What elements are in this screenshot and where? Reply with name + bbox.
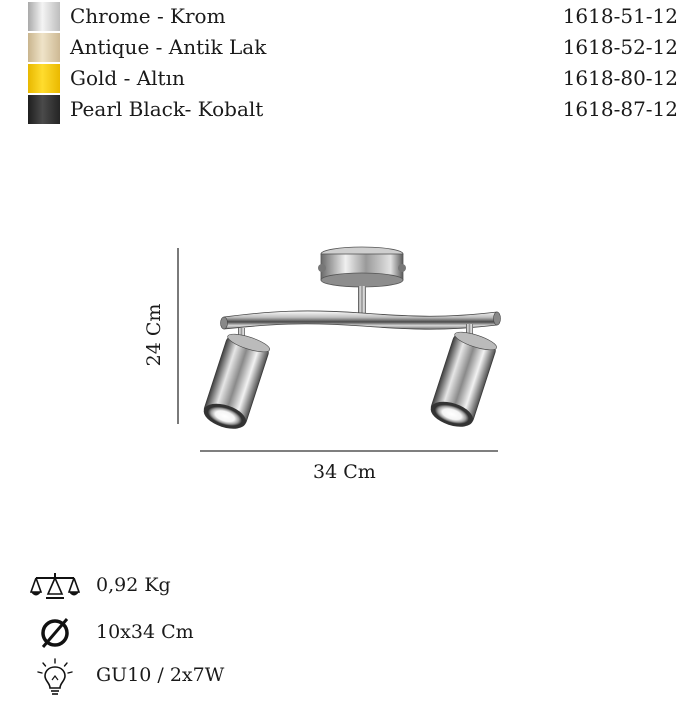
finish-name: Pearl Black- Kobalt [70,97,264,121]
bulb-icon [30,658,80,702]
size-value: 10x34 Cm [96,621,194,643]
scale-icon [30,568,80,608]
spec-bulb [30,658,430,694]
weight-value: 0,92 Kg [96,574,171,596]
finish-name: Gold - Altın [70,66,185,90]
curved-mount-bar [224,311,497,329]
width-label: 34 Cm [313,461,376,483]
spec-size [30,615,430,651]
finish-code: 1618-51-12 [562,4,678,28]
finish-code: 1618-52-12 [562,35,678,59]
height-label: 24 Cm [143,303,165,367]
right-spotlight [428,324,499,431]
diameter-icon [30,615,80,655]
finish-name: Antique - Antik Lak [70,35,267,59]
spec-weight [30,568,430,604]
finish-code: 1618-87-12 [562,97,678,121]
left-spotlight [201,328,272,433]
bulb-value: GU10 / 2x7W [96,664,225,686]
ceiling-canopy [318,247,406,314]
finish-name: Chrome - Krom [70,4,226,28]
finish-code: 1618-80-12 [562,66,678,90]
